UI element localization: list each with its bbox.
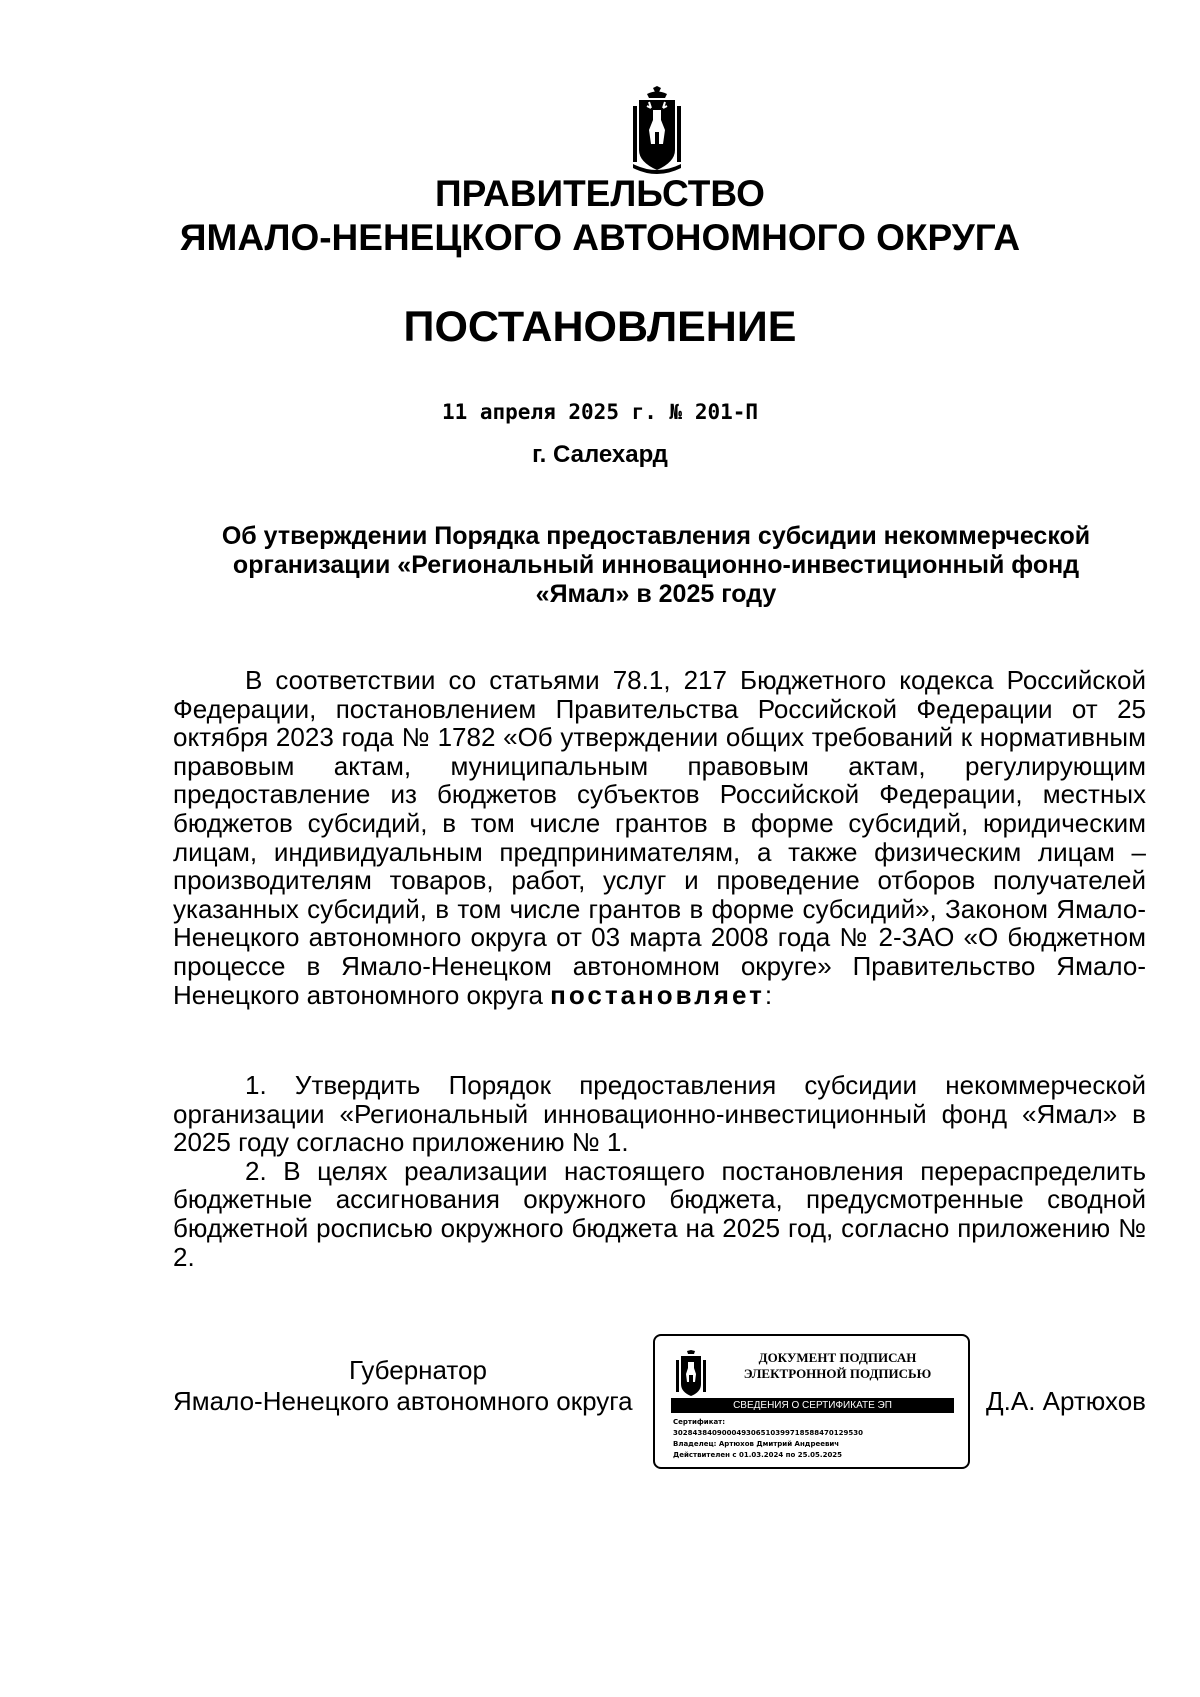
stamp-heading-line1: ДОКУМЕНТ ПОДПИСАН [758,1350,917,1365]
signatory-title-line1: Губернатор [349,1355,487,1385]
certificate-validity: Действителен с 01.03.2024 по 25.05.2025 [673,1451,843,1459]
resolution-items [173,1071,1146,1271]
document-subject: Об утверждении Порядка предоставления субсидии некоммерческой организации «Региональный инновационно-инвестиционный фонд «Ямал» в 2025 году [221,522,1091,608]
certificate-number: 302843840900049306510399718588470129530 [673,1429,863,1437]
colon: : [764,979,773,1010]
stamp-heading-line2: ЭЛЕКТРОННОЙ ПОДПИСЬЮ [743,1366,932,1381]
date-and-number: 11 апреля 2025 г. № 201-П [441,400,759,424]
signatory-title [173,1355,643,1417]
government-title-line2: ЯМАЛО-НЕНЕЦКОГО АВТОНОМНОГО ОКРУГА [179,217,1021,258]
city: г. Салехард [532,441,668,468]
coat-of-arms-small-icon [675,1350,707,1400]
certificate-owner: Владелец: Артюхов Дмитрий Андреевич [673,1440,840,1448]
preamble-paragraph [173,666,1146,1009]
certificate-info-bar: СВЕДЕНИЯ О СЕРТИФИКАТЕ ЭП [671,1398,954,1413]
document-type-heading: ПОСТАНОВЛЕНИЕ [403,303,797,351]
resolves-word: постановляет [550,979,765,1010]
resolution-item-2: 2. В целях реализации настоящего постановления перераспределить бюджетные ассигнования окружного бюджета, предусмотренные сводной бюджетной росписью окружного бюджета на 2025 год, согласно приложению № 2. [173,1155,1146,1272]
electronic-signature-stamp [653,1334,970,1469]
government-title-line1: ПРАВИТЕЛЬСТВО [435,173,765,214]
signatory-title-line2: Ямало-Ненецкого автономного округа [173,1386,633,1416]
preamble-text: В соответствии со статьями 78.1, 217 Бюджетного кодекса Российской Федерации, постановлением Правительства Российской Федерации от 25 октября 2023 года № 1782 «Об утверждении общих требований к нормативным правовым актам, муниципальным правовым актам, регулирующим предоставление из бюджетов субъектов Российской Федерации, местных бюджетов субсидий, в том числе грантов в форме субсидий, юридическим лицам, индивидуальным предпринимателям, а также физическим лицам – производителям товаров, работ, услуг и проведение отборов получателей указанных субсидий, в том числе грантов в форме субсидий», Законом Ямало-Ненецкого автономного округа от 03 марта 2008 года № 2-ЗАО «О бюджетном процессе в Ямало-Ненецком автономном округе» Правительство Ямало-Ненецкого автономного округа [173,665,1146,1010]
coat-of-arms-emblem [631,86,683,174]
signatory-name: Д.А. Артюхов [986,1386,1146,1416]
resolution-item-1: 1. Утвердить Порядок предоставления субсидии некоммерческой организации «Региональный инновационно-инвестиционный фонд «Ямал» в 2025 году согласно приложению № 1. [173,1070,1146,1158]
stamp-heading [725,1350,950,1382]
certificate-details [673,1417,963,1461]
certificate-label: Сертификат: [673,1418,726,1426]
